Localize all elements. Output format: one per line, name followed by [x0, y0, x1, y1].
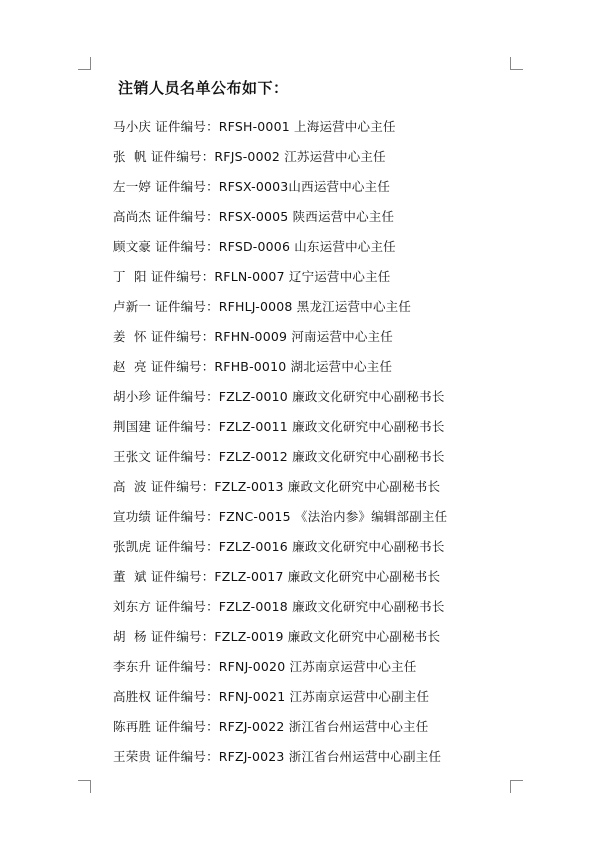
document-title: 注销人员名单公布如下：	[118, 79, 289, 97]
list-item: 张 帆 证件编号：RFJS-0002 江苏运营中心主任	[113, 149, 386, 164]
page-corner-mark-bottom-right	[510, 780, 523, 793]
list-item: 高胜权 证件编号：RFNJ-0021 江苏南京运营中心副主任	[113, 689, 430, 704]
list-item: 顾文豪 证件编号：RFSD-0006 山东运营中心主任	[113, 239, 396, 254]
list-item: 丁 阳 证件编号：RFLN-0007 辽宁运营中心主任	[113, 269, 391, 284]
list-item: 荆国建 证件编号：FZLZ-0011 廉政文化研究中心副秘书长	[113, 419, 445, 434]
list-item: 胡小珍 证件编号：FZLZ-0010 廉政文化研究中心副秘书长	[113, 389, 445, 404]
page-corner-mark-top-right	[510, 57, 523, 70]
list-item: 王张文 证件编号：FZLZ-0012 廉政文化研究中心副秘书长	[113, 449, 445, 464]
list-item: 卢新一 证件编号：RFHLJ-0008 黑龙江运营中心主任	[113, 299, 412, 314]
list-item: 张凯虎 证件编号：FZLZ-0016 廉政文化研究中心副秘书长	[113, 539, 445, 554]
list-item: 李东升 证件编号：RFNJ-0020 江苏南京运营中心主任	[113, 659, 417, 674]
list-item: 左一婷 证件编号：RFSX-0003山西运营中心主任	[113, 179, 391, 194]
list-item: 董 斌 证件编号：FZLZ-0017 廉政文化研究中心副秘书长	[113, 569, 441, 584]
list-item: 王荣贵 证件编号：RFZJ-0023 浙江省台州运营中心副主任	[113, 749, 442, 764]
page-corner-mark-top-left	[78, 57, 91, 70]
list-item: 刘东方 证件编号：FZLZ-0018 廉政文化研究中心副秘书长	[113, 599, 445, 614]
personnel-list	[113, 118, 447, 778]
list-item: 马小庆 证件编号：RFSH-0001 上海运营中心主任	[113, 119, 396, 134]
list-item: 宣功绩 证件编号：FZNC-0015 《法治内参》编辑部副主任	[113, 509, 448, 524]
list-item: 赵 亮 证件编号：RFHB-0010 湖北运营中心主任	[113, 359, 393, 374]
list-item: 姜 怀 证件编号：RFHN-0009 河南运营中心主任	[113, 329, 393, 344]
list-item: 陈再胜 证件编号：RFZJ-0022 浙江省台州运营中心主任	[113, 719, 429, 734]
page-corner-mark-bottom-left	[78, 780, 91, 793]
list-item: 胡 杨 证件编号：FZLZ-0019 廉政文化研究中心副秘书长	[113, 629, 441, 644]
list-item: 高尚杰 证件编号：RFSX-0005 陕西运营中心主任	[113, 209, 395, 224]
list-item: 高 波 证件编号：FZLZ-0013 廉政文化研究中心副秘书长	[113, 479, 441, 494]
